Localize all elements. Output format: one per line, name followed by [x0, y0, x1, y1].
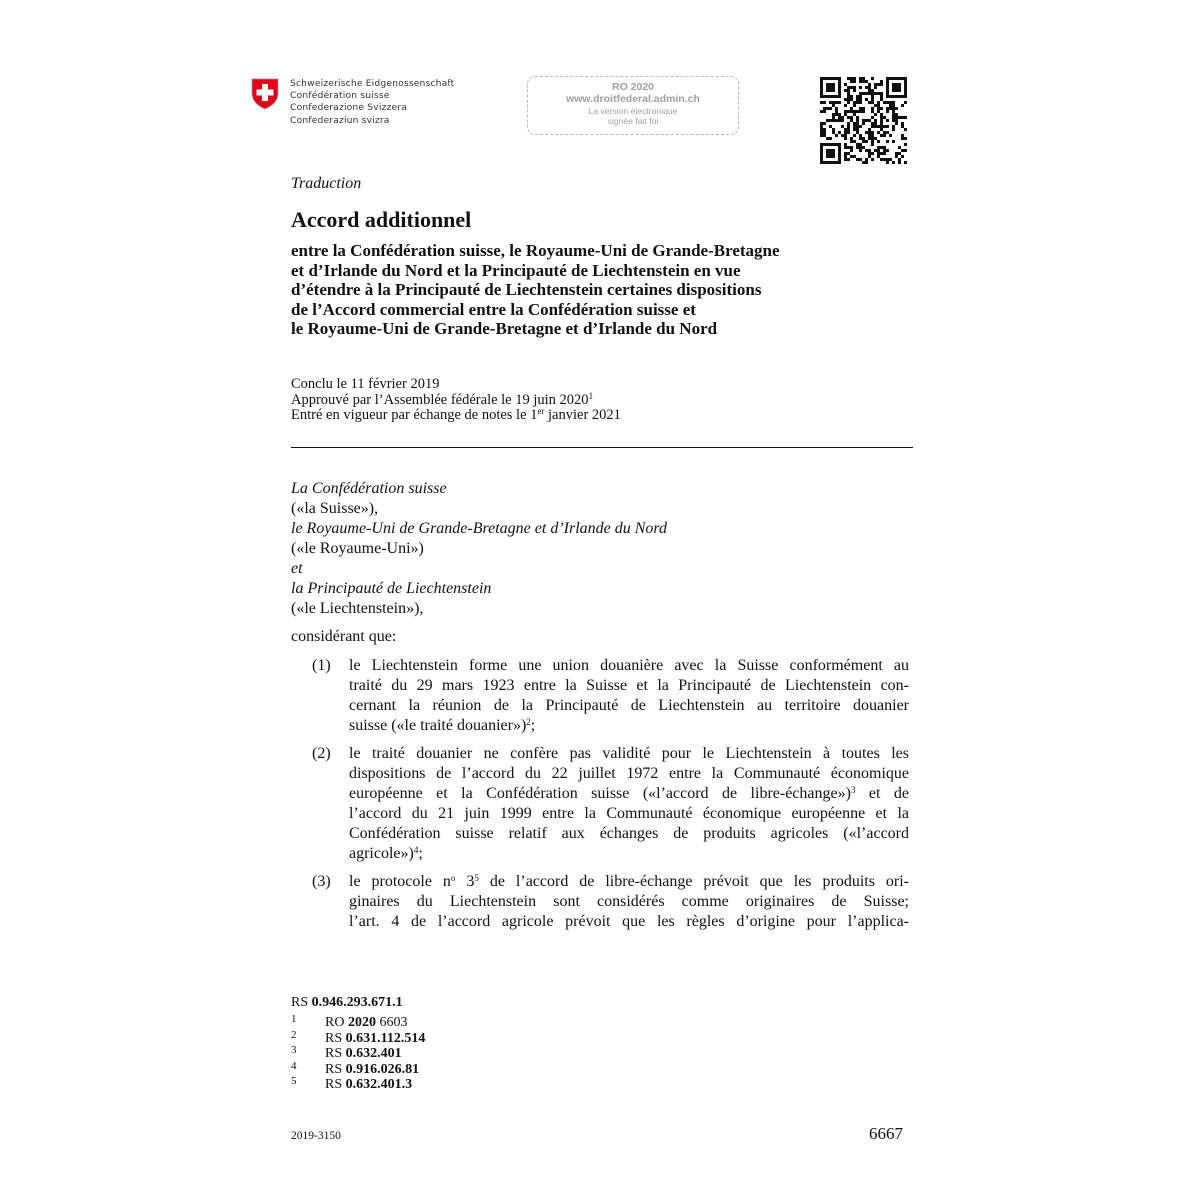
party-uk-short: («le Royaume-Uni»): [291, 540, 424, 557]
approved-date: Approuvé par l’Assemblée fédérale le 19 juin 2020$^1$: [291, 390, 594, 408]
entry-into-force-date: Entré en vigueur par échange de notes le 1er janvier 2021: [291, 406, 621, 424]
translation-label: Traduction: [291, 175, 362, 192]
recital-item: (2) le traité douanier ne confère pas validité pour le Liechtenstein à toutes les dispositions de l’accord du 22 juillet 1972 entre la Communauté économique européenne et la Confédération suisse («l’accord de libre-échange»)$^3$ et de l’accord du 21 juin 1999 entre la Communauté économique européenne et la Confédération suisse relatif aux échanges de produits agricoles («l’accord agricole»)$^4$;: [312, 745, 910, 862]
systematic-collection-number: RS 0.946.293.671.1: [291, 995, 403, 1010]
electronic-version-stamp: [527, 76, 739, 135]
stamp-url-line: www.droitfederal.admin.ch: [566, 93, 700, 105]
page-number: 6667: [869, 1124, 903, 1143]
confederation-name-it: Confederazione Svizzera: [290, 102, 408, 114]
stamp-ro-line: RO 2020: [611, 81, 655, 93]
confederation-names: [290, 78, 454, 127]
subtitle-line: le Royaume-Uni de Grande-Bretagne et d’Irlande du Nord: [291, 319, 718, 338]
recital-number: (1): [312, 657, 331, 674]
footnote: 4 RS 0.916.026.81: [291, 1059, 420, 1077]
party-conjunction: et: [291, 560, 303, 577]
recital-item: (3) le protocole $n^o$ $3^5$ de l’accord de libre-échange prévoit que les produits ori- ginaires du Liechtenstein sont considérés comme originaires de Suisse; l’art. 4 de l’accord agricole prévoit que les règles d’origine pour l’applica-: [312, 873, 909, 930]
party-liechtenstein: la Principauté de Liechtenstein: [291, 580, 492, 597]
footnote: 3 RS 0.632.401: [291, 1044, 402, 1062]
concluded-date: Conclu le 11 février 2019: [291, 376, 440, 392]
footnote-ref[interactable]: 5: [474, 873, 479, 883]
document-title: Accord additionnel: [291, 207, 472, 232]
document-number: 2019-3150: [291, 1130, 341, 1142]
considerant-heading: considérant que:: [291, 628, 397, 645]
footnote-ref[interactable]: 4: [413, 845, 419, 855]
parties-block: [291, 479, 667, 619]
confederation-name-de: Schweizerische Eidgenossenschaft: [290, 78, 455, 89]
party-switzerland: La Confédération suisse: [291, 480, 447, 497]
subtitle-line: de l’Accord commercial entre la Confédération suisse et: [291, 299, 696, 319]
confederation-name-rm: Confederaziun svizra: [290, 114, 390, 126]
confederation-name-fr: Confédération suisse: [290, 90, 390, 102]
subtitle-line: et d’Irlande du Nord et la Principauté de Liechtenstein en vue: [291, 260, 741, 280]
footnote-ref[interactable]: 3: [850, 785, 856, 795]
footnote: 2 RS 0.631.112.514: [291, 1028, 426, 1046]
party-switzerland-short: («la Suisse»),: [291, 500, 379, 517]
recital-item: (1) le Liechtenstein forme une union douanière avec la Suisse conformément au traité du 29 mars 1923 entre la Suisse et la Principauté de Liechtenstein con- cernant la réunion de la Principauté de Liechtenstein au territoire douanier suisse («le traité douanier»)$^2$;: [312, 657, 909, 734]
subtitle-line: d’étendre à la Principauté de Liechtenstein certaines dispositions: [291, 280, 762, 299]
footnote-ref[interactable]: 1: [588, 390, 594, 401]
party-liechtenstein-short: («le Liechtenstein»),: [291, 600, 424, 617]
treaty-dates: [291, 377, 621, 424]
footnote: 1 RO 2020 6603: [291, 1013, 408, 1030]
swiss-coat-of-arms-icon: [251, 78, 279, 110]
footnote: 5 RS 0.632.401.3: [291, 1075, 413, 1093]
document-subtitle: [291, 241, 911, 339]
subtitle-line: entre la Confédération suisse, le Royaume-Uni de Grande-Bretagne: [291, 241, 780, 260]
footnote-ref[interactable]: 2: [526, 717, 531, 727]
stamp-note-line: La version électronique: [588, 106, 678, 116]
footnotes-list: [291, 1015, 425, 1093]
recital-number: (3): [312, 873, 331, 890]
stamp-note-line-2: signée fait foi: [607, 116, 659, 126]
party-uk: le Royaume-Uni de Grande-Bretagne et d’Irlande du Nord: [291, 520, 668, 537]
recital-number: (2): [312, 745, 331, 762]
qr-code-icon: [819, 77, 908, 164]
recitals-list: [312, 656, 909, 940]
title-divider: [291, 447, 913, 448]
